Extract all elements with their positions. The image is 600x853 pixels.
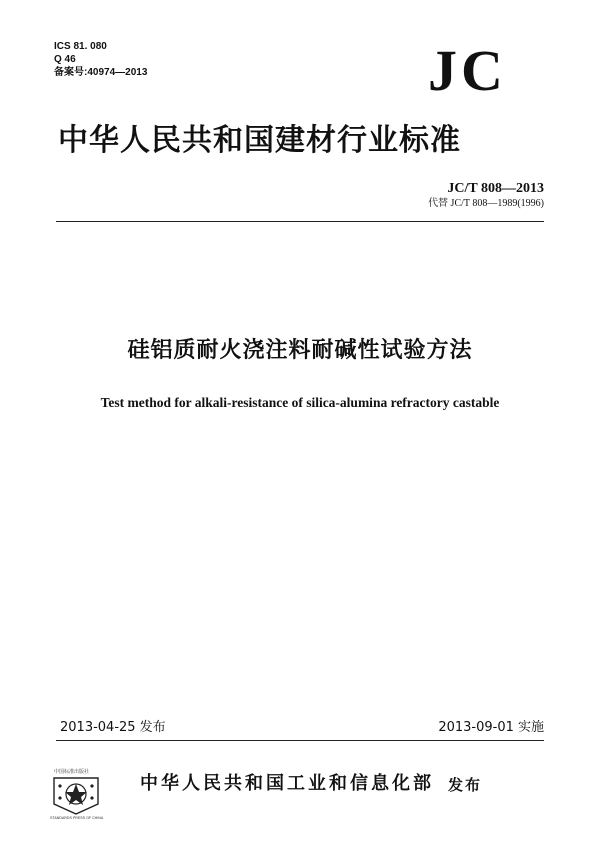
publisher-seal-icon [46,764,106,820]
ccs-code: Q 46 [54,54,76,65]
standard-code-block [428,180,544,211]
ics-code: ICS 81. 080 [54,41,107,52]
standard-code: JC/T 808—2013 [447,181,544,196]
replaces-standard: 代替 JC/T 808—1989(1996) [428,198,544,209]
top-divider [56,221,544,222]
issued-label: 发布 [448,776,483,794]
document-title-english: Test method for alkali-resistance of silica-alumina refractory castable [100,395,500,410]
seal-emblem [54,778,98,814]
filing-number: 备案号:40974—2013 [54,67,148,78]
standard-category-title: 中华人民共和国建材行业标准 [58,123,461,158]
bottom-divider [56,740,544,741]
seal-text-top: 中国标准出版社 [54,769,90,775]
jc-logo: JC [428,38,507,103]
classification-block [54,40,147,79]
issue-date: 2013-04-25 发布 [60,720,166,735]
document-title-chinese: 硅铝质耐火浇注料耐碱性试验方法 [127,338,473,363]
effective-date: 2013-09-01 实施 [438,720,544,735]
issuing-authority: 中华人民共和国工业和信息化部 [140,773,434,794]
seal-text-bottom: STANDARDS PRESS OF CHINA [50,816,104,820]
